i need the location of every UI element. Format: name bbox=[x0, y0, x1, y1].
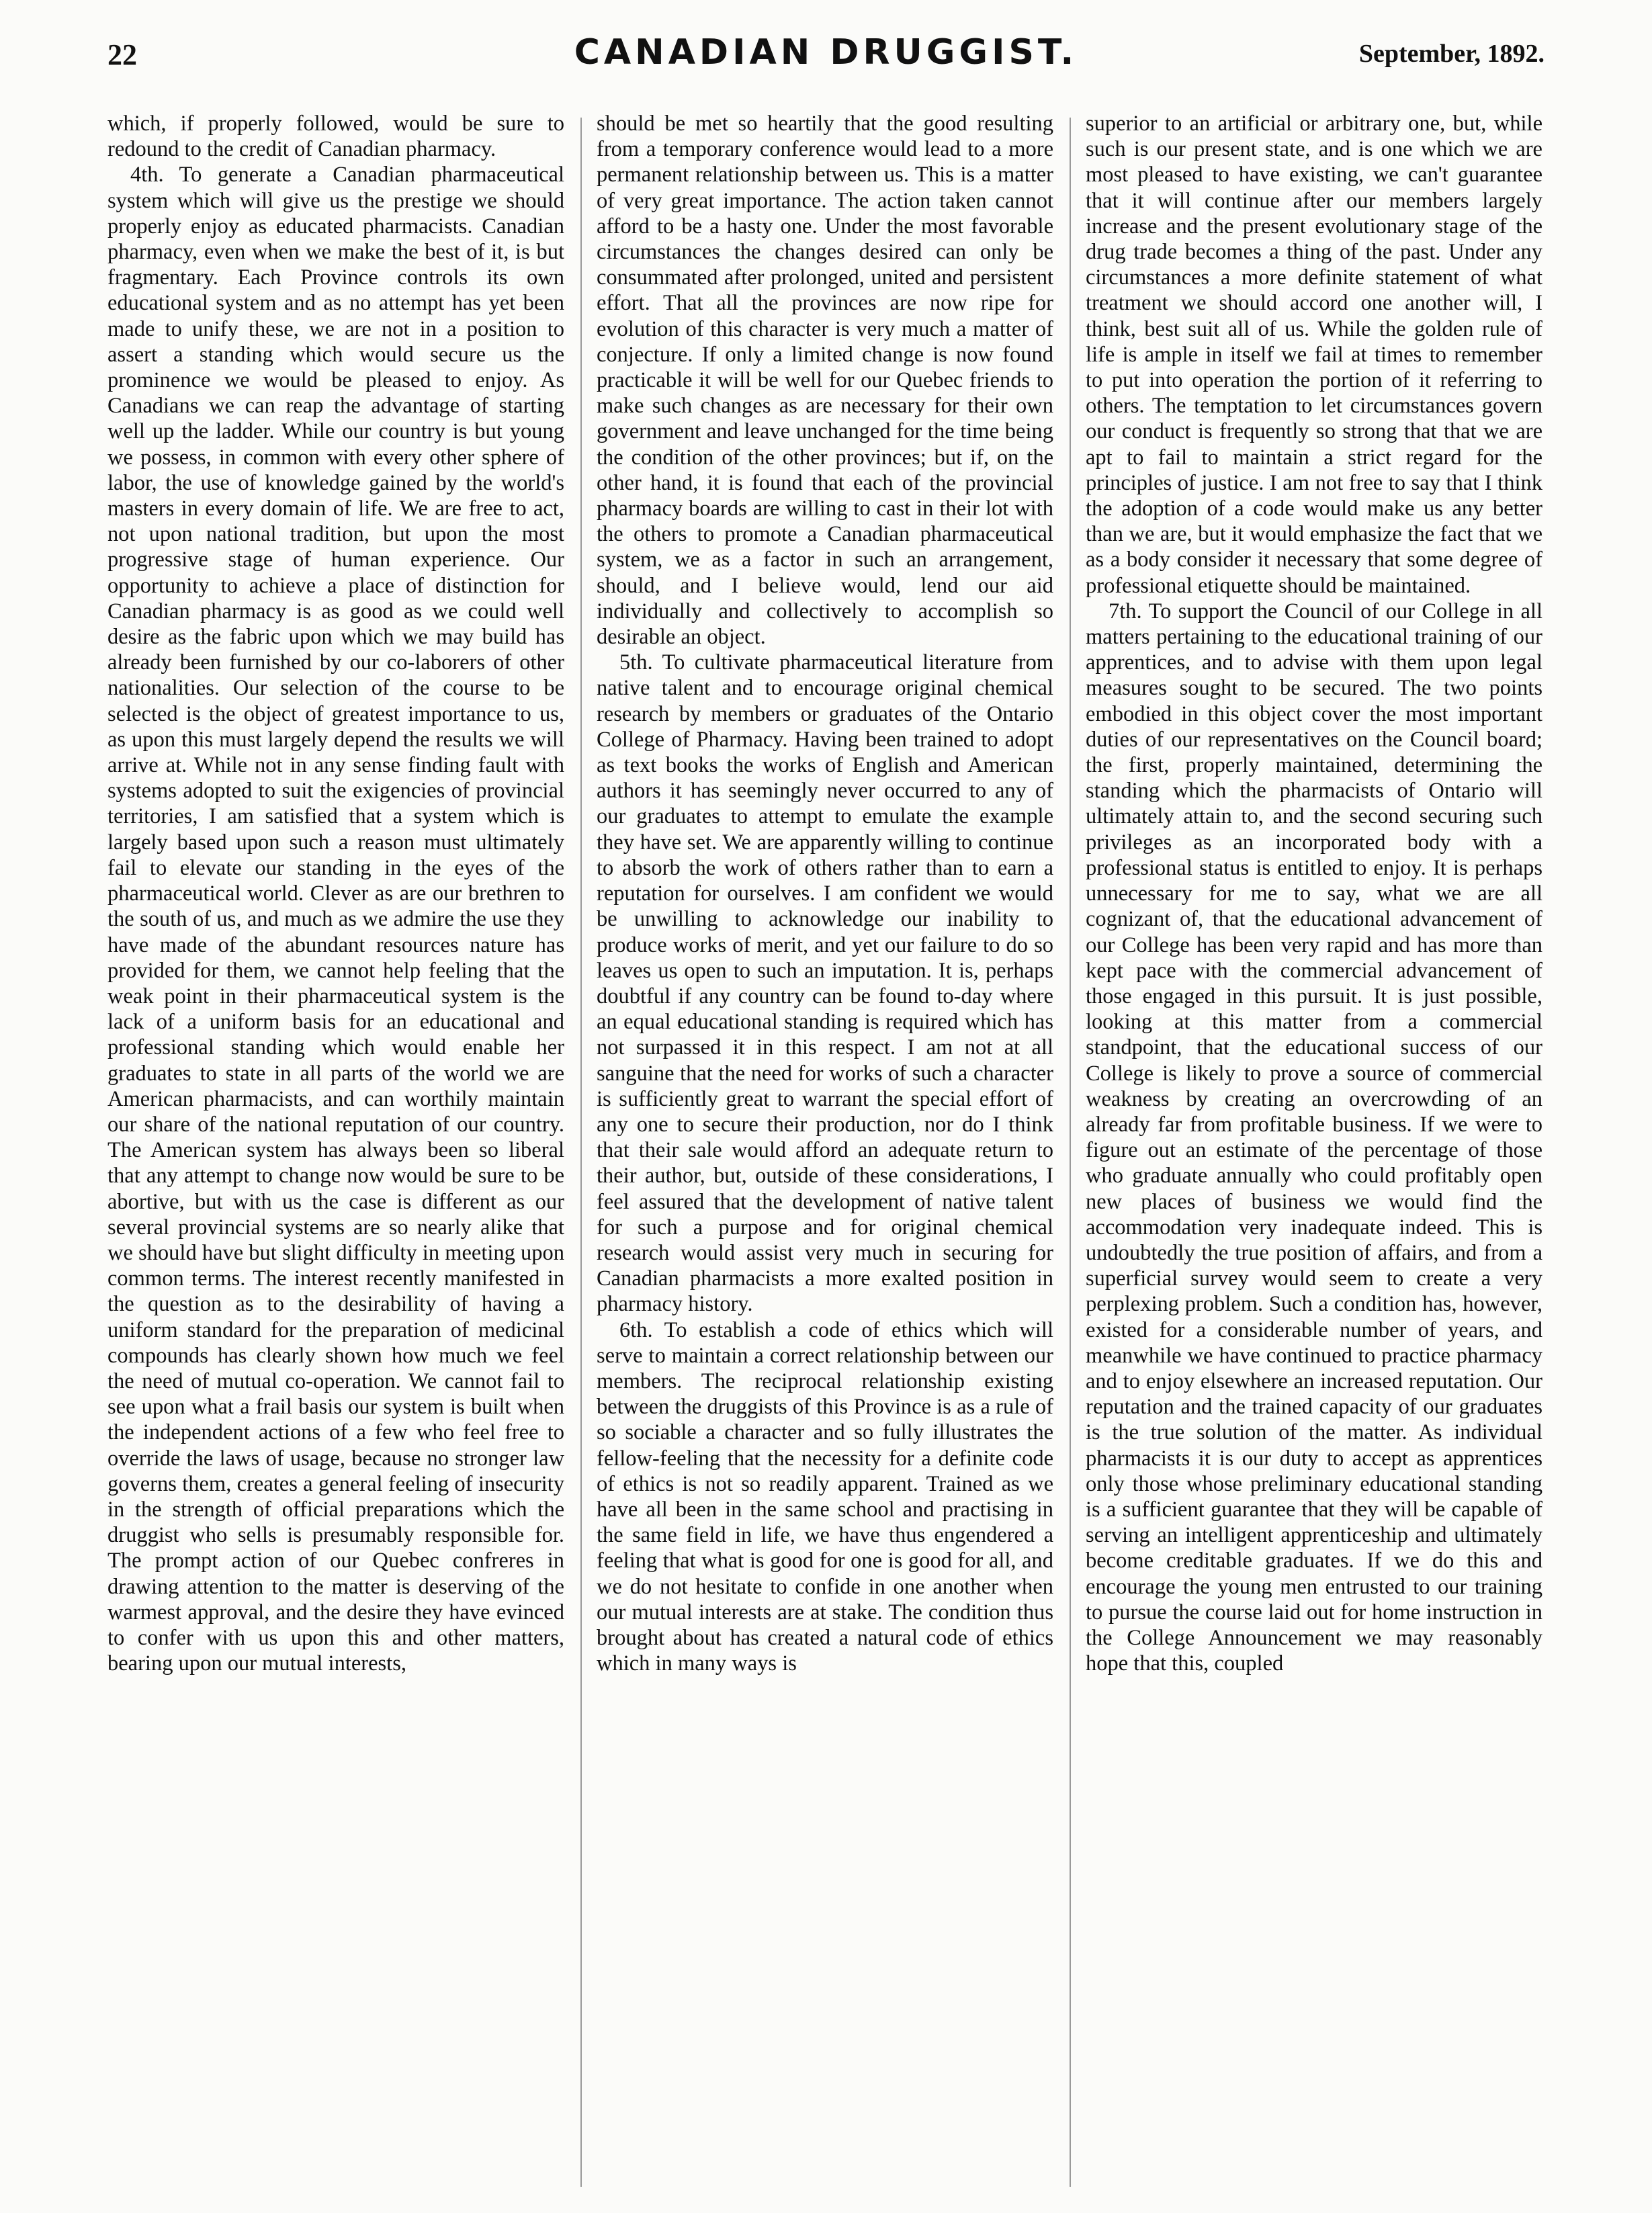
paragraph: should be met so heartily that the good resulting from a temporary conference would lead to a more permanent relationship between us. This is a matter of very great importance. The action taken cannot afford to be a hasty one. Under the most favorable circumstances the changes desired can only be consummated after prolonged, united and persistent effort. That all the provinces are now ripe for evolution of this character is very much a matter of conjecture. If only a limited change is now found practicable it will be well for our Quebec friends to make such changes as are necessary for their own government and leave unchanged for the time being the condition of the other provinces; but if, on the other hand, it is found that each of the provincial pharmacy boards are willing to cast in their lot with the others to promote a Canadian pharmaceutical system, we as a factor in such an arrangement, should, and I believe would, lend our aid individually and collectively to accomplish so desirable an object. bbox=[597, 112, 1053, 650]
column-1 bbox=[107, 111, 564, 2194]
column-2 bbox=[597, 111, 1053, 2194]
paragraph: 7th. To support the Council of our College in all matters pertaining to the educational training of our apprentices, and to advise with them upon legal measures sought to be secured. The two points embodied in this object cover the most important duties of our representatives on the Council board; the first, properly maintained, determining the standing which the pharmacists of Ontario will ultimately attain to, and the second securing such privileges as an incorporated body with a professional status is entitled to enjoy. It is perhaps unnecessary for me to say, what we are all cognizant of, that the educational advancement of our College has been very rapid and has more than kept pace with the commercial advancement of those engaged in this pursuit. It is just possible, looking at this matter from a commercial standpoint, that the educational success of our College is likely to prove a source of commercial weakness by creating an overcrowding of an already far from profitable business. If we were to figure out an estimate of the percentage of those who graduate annually who could profitably open new places of business we would find the accommodation very inadequate indeed. This is undoubtedly the true position of affairs, and from a superficial survey would seem to create a very perplexing problem. Such a condition has, however, existed for a considerable number of years, and meanwhile we have continued to practice pharmacy and to enjoy elsewhere an increased reputation. Our reputation and the trained capacity of our graduates is the true solution of the matter. As individual pharmacists it is our duty to accept as apprentices only those whose preliminary educational standing is a sufficient guarantee that they will be capable of serving an intelligent apprenticeship and ultimately become creditable graduates. If we do this and encourage the young men entrusted to our training to pursue the course laid out for home instruction in the College Announcement we may reasonably hope that this, coupled bbox=[1086, 599, 1542, 1676]
column-3 bbox=[1086, 111, 1542, 2194]
paragraph: which, if properly followed, would be sure to redound to the credit of Canadian pharmacy. bbox=[107, 112, 564, 162]
paragraph: 4th. To generate a Canadian pharmaceutical system which will give us the prestige we should properly enjoy as educated pharmacists. Canadian pharmacy, even when we make the best of it, is but fragmentary. Each Province controls its own educational system and as no attempt has yet been made to unify these, we are not in a position to assert a standing which would secure us the prominence we would be pleased to enjoy. As Canadians we can reap the advantage of starting well up the ladder. While our country is but young we possess, in common with every other sphere of labor, the use of knowledge gained by the world's masters in every domain of life. We are free to act, not upon national tradition, but upon the most progressive stage of human experience. Our opportunity to achieve a place of distinction for Canadian pharmacy is as good as we could well desire as the fabric upon which we may build has already been furnished by our co-laborers of other nationalities. Our selection of the course to be selected is the object of greatest importance to us, as upon this must largely depend the results we will arrive at. While not in any sense finding fault with systems adopted to suit the exigencies of provincial territories, I am satisfied that a system which is largely based upon such a reason must ultimately fail to elevate our standing in the eyes of the pharmaceutical world. Clever as are our brethren to the south of us, and much as we admire the use they have made of the abundant resources nature has provided for them, we cannot help feeling that the weak point in their pharmaceutical system is the lack of a uniform basis for an educational and professional standing which would enable her graduates to state in all parts of the world we are American pharmacists, and can worthily maintain our share of the national reputation of our country. The American system has always been so liberal that any attempt to change now would be sure to be abortive, but with us the case is different as our several provincial systems are so nearly alike that we should have but slight difficulty in meeting upon common terms. The interest recently manifested in the question as to the desirability of having a uniform standard for the preparation of medicinal compounds has clearly shown how much we feel the need of mutual co-operation. We cannot fail to see upon what a frail basis our system is built when the independent actions of a few who feel free to override the laws of usage, because no stronger law governs them, creates a general feeling of insecurity in the strength of official preparations which the druggist who sells is presumably responsible for. The prompt action of our Quebec confreres in drawing attention to the matter is deserving of the warmest approval, and the desire they have evinced to confer with us upon this and other matters, bearing upon our mutual interests, bbox=[107, 163, 564, 1676]
masthead-title: CANADIAN DRUGGIST. bbox=[574, 32, 1078, 73]
issue-date: September, 1892. bbox=[1358, 40, 1545, 68]
article-columns bbox=[107, 111, 1545, 2194]
paragraph: superior to an artificial or arbitrary one, but, while such is our present state, and is one which we are most pleased to have existing, we can't guarantee that it will continue after our members largely increase and the present evolutionary stage of the drug trade becomes a thing of the past. Under any circumstances a more definite statement of what treatment we should accord one another will, I think, best suit all of us. While the golden rule of life is ample in itself we fail at times to remember to put into operation the portion of it referring to others. The temptation to let circumstances govern our conduct is frequently so strong that that we are apt to fail to maintain a strict regard for the principles of justice. I am not free to say that I think the adoption of a code would make us any better than we are, but it would emphasize the fact that we as a body consider it necessary that some degree of professional etiquette should be maintained. bbox=[1086, 112, 1542, 598]
paragraph: 6th. To establish a code of ethics which will serve to maintain a correct relationship between our members. The reciprocal relationship existing between the druggists of this Province is as a rule of so sociable a character and so fully illustrates the fellow-feeling that the necessity for a definite code of ethics is not so readily apparent. Trained as we have all been in the same school and practising in the same field in life, we have thus engendered a feeling that what is good for one is good for all, and we do not hesitate to confide in one another when our mutual interests are at stake. The condition thus brought about has created a natural code of ethics which in many ways is bbox=[597, 1317, 1053, 1676]
page-header bbox=[107, 32, 1545, 81]
page-number: 22 bbox=[107, 38, 137, 71]
paragraph: 5th. To cultivate pharmaceutical literature from native talent and to encourage original chemical research by members or graduates of the Ontario College of Pharmacy. Having been trained to adopt as text books the works of English and American authors it has seemingly never occurred to any of our graduates to attempt to emulate the example they have set. We are apparently willing to continue to absorb the work of others rather than to earn a reputation for ourselves. I am confident we would be unwilling to acknowledge our inability to produce works of merit, and yet our failure to do so leaves us open to such an imputation. It is, perhaps doubtful if any country can be found to-day where an equal educational standing is required which has not surpassed it in this respect. I am not at all sanguine that the need for works of such a character is sufficiently great to warrant the special effort of any one to secure their production, nor do I think that their sale would afford an adequate return to their author, but, outside of these considerations, I feel assured that the development of native talent for such a purpose and for original chemical research would assist very much in securing for Canadian pharmacists a more exalted position in pharmacy history. bbox=[597, 650, 1053, 1317]
